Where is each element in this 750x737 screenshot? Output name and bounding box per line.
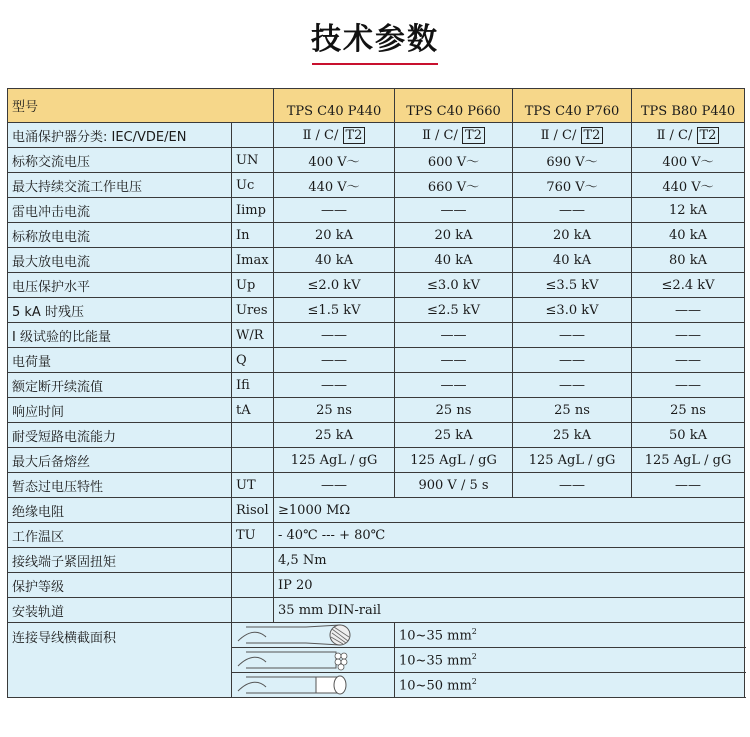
- unit-superscript: 2: [471, 676, 477, 686]
- param-symbol: UN: [232, 148, 274, 173]
- param-value: [274, 448, 395, 473]
- table-row: [8, 298, 745, 323]
- unit-superscript: 2: [471, 651, 477, 661]
- value-text: ≤2.5 kV: [427, 302, 480, 318]
- value-text: Ⅱ / C/: [540, 127, 581, 143]
- param-value: [513, 398, 632, 423]
- table-row: [8, 623, 745, 648]
- class-badge: T2: [462, 127, 485, 144]
- model-name: TPS C40 P660: [395, 89, 513, 123]
- param-label: 最大放电电流: [8, 248, 232, 273]
- param-value: [632, 348, 745, 373]
- value-text: 900 V / 5 s: [418, 477, 489, 493]
- value-text: ——: [675, 352, 702, 368]
- table-row: [8, 523, 745, 548]
- param-value: [274, 248, 395, 273]
- param-value: [274, 423, 395, 448]
- param-label: 电荷量: [8, 348, 232, 373]
- param-value: [395, 198, 513, 223]
- value-text: ——: [675, 302, 702, 318]
- table-row: [8, 498, 745, 523]
- param-value: [632, 448, 745, 473]
- param-label: 绝缘电阻: [8, 498, 232, 523]
- value-text: 25 kA: [315, 427, 353, 443]
- param-value: 4,5 Nm: [274, 548, 745, 573]
- param-symbol: Ifi: [232, 373, 274, 398]
- param-symbol: Q: [232, 348, 274, 373]
- param-value: [513, 423, 632, 448]
- param-value: [632, 323, 745, 348]
- value-text: 10~50 mm: [399, 678, 472, 694]
- value-text: 20 kA: [434, 227, 473, 243]
- param-label: 5 kA 时残压: [8, 298, 232, 323]
- param-value: [395, 123, 513, 148]
- param-symbol: Risol: [232, 498, 274, 523]
- value-text: ——: [321, 477, 348, 493]
- param-value: [632, 123, 745, 148]
- param-value: [513, 298, 632, 323]
- param-value: [395, 623, 745, 648]
- param-symbol: W/R: [232, 323, 274, 348]
- param-value: [274, 323, 395, 348]
- value-text: ——: [675, 477, 702, 493]
- value-text: ——: [559, 352, 586, 368]
- table-row: [8, 548, 745, 573]
- param-value: [395, 323, 513, 348]
- table-row: [8, 473, 745, 498]
- value-text: 125 AgL / gG: [644, 452, 732, 468]
- value-text: 125 AgL / gG: [528, 452, 616, 468]
- value-text: ——: [321, 327, 348, 343]
- value-text: 690 V～: [546, 154, 598, 170]
- param-value: [274, 173, 395, 198]
- param-label: 耐受短路电流能力: [8, 423, 232, 448]
- param-value: [395, 673, 745, 698]
- solid-wire-icon: [232, 673, 395, 698]
- param-value: [395, 273, 513, 298]
- param-value: [395, 373, 513, 398]
- param-label: 暂态过电压特性: [8, 473, 232, 498]
- param-value: [274, 473, 395, 498]
- param-symbol: UT: [232, 473, 274, 498]
- param-value: [632, 373, 745, 398]
- param-value: [395, 223, 513, 248]
- value-text: 40 kA: [315, 252, 353, 268]
- value-text: ≤2.0 kV: [307, 277, 361, 293]
- param-value: [632, 423, 745, 448]
- param-value: [395, 398, 513, 423]
- value-text: ≤3.0 kV: [427, 277, 480, 293]
- value-text: ≤3.0 kV: [545, 302, 599, 318]
- param-value: [632, 223, 745, 248]
- param-symbol: Imax: [232, 248, 274, 273]
- value-text: 25 ns: [316, 402, 352, 418]
- param-value: [513, 198, 632, 223]
- param-symbol: [232, 423, 274, 448]
- value-text: Ⅱ / C/: [302, 127, 343, 143]
- value-text: ——: [321, 352, 348, 368]
- table-header-row: [8, 89, 745, 123]
- param-value: [513, 473, 632, 498]
- spec-table: [7, 88, 745, 698]
- param-value: [632, 198, 745, 223]
- value-text: ——: [675, 377, 702, 393]
- param-symbol: Uc: [232, 173, 274, 198]
- param-value: [395, 348, 513, 373]
- value-text: 760 V～: [546, 179, 598, 195]
- param-value: [513, 248, 632, 273]
- table-row: [8, 223, 745, 248]
- param-value: [632, 273, 745, 298]
- param-value: [632, 298, 745, 323]
- class-badge: T2: [581, 127, 604, 144]
- model-name: TPS B80 P440: [632, 89, 745, 123]
- param-value: [274, 273, 395, 298]
- table-row: [8, 323, 745, 348]
- value-text: 40 kA: [434, 252, 473, 268]
- param-symbol: Iimp: [232, 198, 274, 223]
- value-text: 12 kA: [669, 202, 707, 218]
- value-text: ——: [675, 327, 702, 343]
- param-label: 工作温区: [8, 523, 232, 548]
- value-text: 25 ns: [554, 402, 590, 418]
- value-text: 10~35 mm: [399, 628, 472, 644]
- param-value: [395, 473, 513, 498]
- value-text: 400 V～: [308, 154, 360, 170]
- table-row: [8, 423, 745, 448]
- param-value: [513, 323, 632, 348]
- param-value: - 40℃ --- + 80℃: [274, 523, 745, 548]
- param-value: 35 mm DIN-rail: [274, 598, 745, 623]
- param-symbol: [232, 548, 274, 573]
- table-row: [8, 573, 745, 598]
- param-value: [395, 448, 513, 473]
- table-row: [8, 273, 745, 298]
- class-badge: T2: [343, 127, 366, 144]
- param-label: 最大后备熔丝: [8, 448, 232, 473]
- title-underline: [312, 63, 438, 65]
- value-text: 20 kA: [553, 227, 591, 243]
- param-symbol: tA: [232, 398, 274, 423]
- param-value: [513, 173, 632, 198]
- value-text: 20 kA: [315, 227, 353, 243]
- value-text: 80 kA: [669, 252, 707, 268]
- value-text: ——: [440, 327, 467, 343]
- param-value: [395, 648, 745, 673]
- param-label: 安装轨道: [8, 598, 232, 623]
- value-text: 440 V～: [662, 179, 714, 195]
- value-text: 440 V～: [308, 179, 360, 195]
- param-value: [513, 448, 632, 473]
- param-value: [274, 398, 395, 423]
- param-value: [395, 148, 513, 173]
- value-text: 25 ns: [435, 402, 472, 418]
- param-value: [513, 373, 632, 398]
- table-row: [8, 448, 745, 473]
- param-label: 额定断开续流值: [8, 373, 232, 398]
- value-text: 400 V～: [662, 154, 714, 170]
- param-value: [513, 348, 632, 373]
- param-symbol: [232, 573, 274, 598]
- param-label: 电涌保护器分类: IEC/VDE/EN: [8, 123, 232, 148]
- table-row: [8, 248, 745, 273]
- value-text: 125 AgL / gG: [410, 452, 497, 468]
- table-row: [8, 598, 745, 623]
- value-text: ≤2.4 kV: [661, 277, 715, 293]
- param-symbol: Ures: [232, 298, 274, 323]
- param-symbol: TU: [232, 523, 274, 548]
- param-value: [274, 348, 395, 373]
- param-value: [513, 273, 632, 298]
- value-text: ——: [321, 377, 348, 393]
- multi-strand-wire-icon: [232, 648, 395, 673]
- stranded-wire-icon: [232, 623, 395, 648]
- value-text: ——: [559, 477, 586, 493]
- value-text: Ⅱ / C/: [656, 127, 697, 143]
- param-label: 最大持续交流工作电压: [8, 173, 232, 198]
- param-value: [632, 398, 745, 423]
- param-label: I 级试验的比能量: [8, 323, 232, 348]
- param-value: [513, 123, 632, 148]
- value-text: Ⅱ / C/: [422, 127, 463, 143]
- param-value: [632, 473, 745, 498]
- param-value: [513, 223, 632, 248]
- param-label: 电压保护水平: [8, 273, 232, 298]
- header-label: 型号: [8, 89, 274, 123]
- value-text: 600 V～: [427, 154, 480, 170]
- value-text: ——: [440, 202, 467, 218]
- param-symbol: [232, 598, 274, 623]
- value-text: 660 V～: [427, 179, 480, 195]
- model-name: TPS C40 P440: [274, 89, 395, 123]
- param-value: [395, 173, 513, 198]
- value-text: ≤3.5 kV: [545, 277, 599, 293]
- table-row: [8, 173, 745, 198]
- table-row: [8, 148, 745, 173]
- value-text: 40 kA: [553, 252, 591, 268]
- value-text: 25 ns: [670, 402, 706, 418]
- page-title: 技术参数: [311, 22, 439, 57]
- value-text: ——: [559, 327, 586, 343]
- value-text: ——: [559, 202, 586, 218]
- param-label: 雷电冲击电流: [8, 198, 232, 223]
- param-value: IP 20: [274, 573, 745, 598]
- value-text: 10~35 mm: [399, 653, 472, 669]
- param-label: 标称放电电流: [8, 223, 232, 248]
- param-symbol: [232, 448, 274, 473]
- unit-superscript: 2: [471, 626, 477, 636]
- param-value: [632, 248, 745, 273]
- param-label: 保护等级: [8, 573, 232, 598]
- param-value: ≥1000 MΩ: [274, 498, 745, 523]
- model-name: TPS C40 P760: [513, 89, 632, 123]
- value-text: 50 kA: [669, 427, 707, 443]
- param-value: [274, 123, 395, 148]
- value-text: ——: [321, 202, 348, 218]
- param-label: 接线端子紧固扭矩: [8, 548, 232, 573]
- value-text: ——: [440, 377, 467, 393]
- value-text: ≤1.5 kV: [307, 302, 361, 318]
- table-row: [8, 198, 745, 223]
- table-row: [8, 373, 745, 398]
- param-label: 响应时间: [8, 398, 232, 423]
- value-text: ——: [440, 352, 467, 368]
- table-row: [8, 398, 745, 423]
- param-symbol: In: [232, 223, 274, 248]
- table-row: [8, 348, 745, 373]
- param-value: [632, 148, 745, 173]
- param-value: [274, 373, 395, 398]
- value-text: 40 kA: [669, 227, 707, 243]
- param-value: [274, 148, 395, 173]
- param-value: [513, 148, 632, 173]
- param-symbol: Up: [232, 273, 274, 298]
- class-badge: T2: [697, 127, 720, 144]
- param-value: [274, 198, 395, 223]
- param-value: [395, 248, 513, 273]
- value-text: 125 AgL / gG: [290, 452, 378, 468]
- table-row: [8, 123, 745, 148]
- param-label: 标称交流电压: [8, 148, 232, 173]
- param-value: [395, 423, 513, 448]
- value-text: ——: [559, 377, 586, 393]
- param-value: [395, 298, 513, 323]
- param-label: 连接导线横截面积: [8, 623, 232, 698]
- value-text: 25 kA: [434, 427, 473, 443]
- value-text: 25 kA: [553, 427, 591, 443]
- param-value: [274, 298, 395, 323]
- param-value: [632, 173, 745, 198]
- param-value: [274, 223, 395, 248]
- param-symbol: [232, 123, 274, 148]
